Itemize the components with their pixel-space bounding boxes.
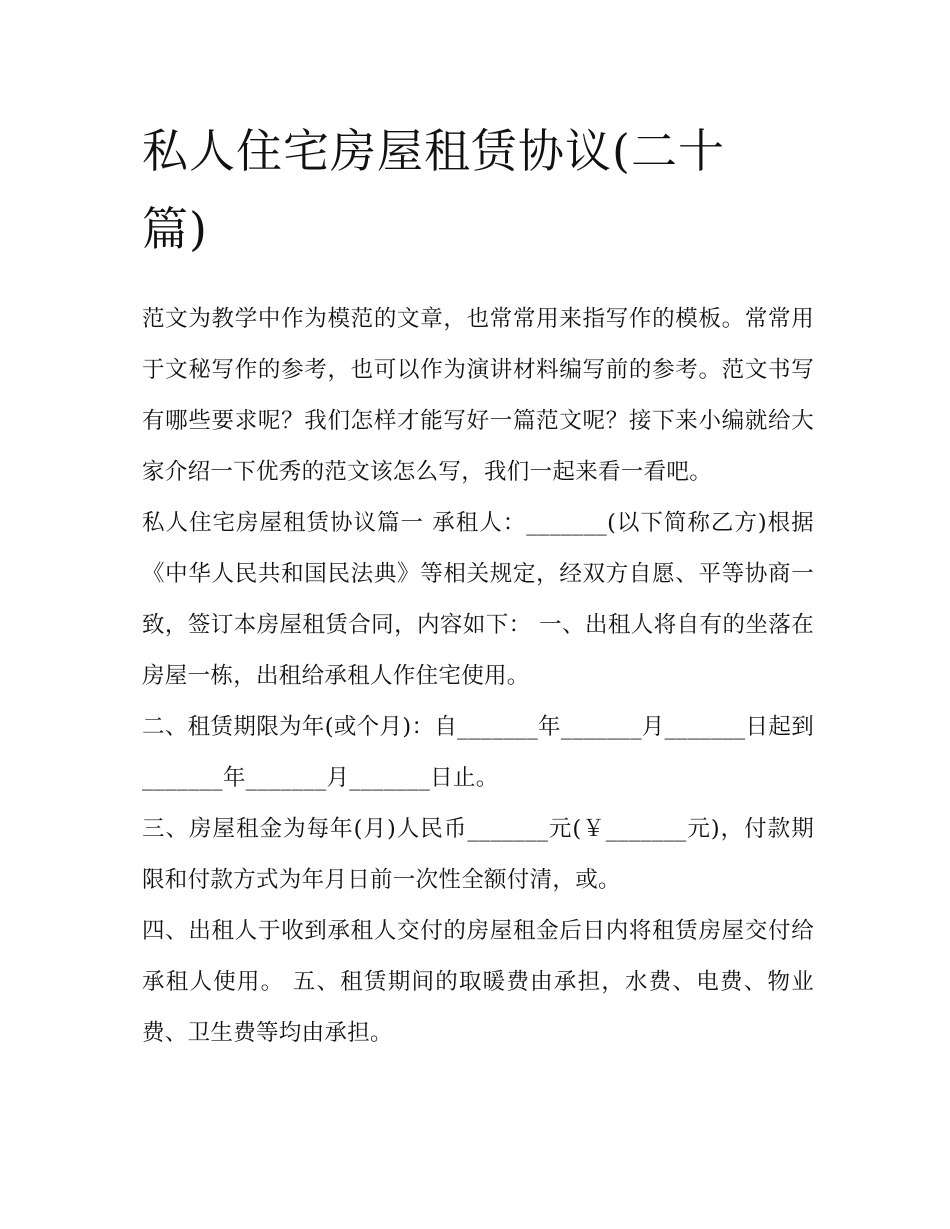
paragraph-clause-2: 二、租赁期限为年(或个月)：自_______年_______月_______日起到_______年_______月_______日止。 [142, 714, 814, 791]
paragraph-intro: 范文为教学中作为模范的文章，也常常用来指写作的模板。常常用于文秘写作的参考，也可以作为演讲材料编写前的参考。范文书写有哪些要求呢？我们怎样才能写好一篇范文呢？接下来小编就给大家介绍一下优秀的范文该怎么写，我们一起来看一看吧。 [142, 306, 814, 485]
paragraph-clause-4: 四、出租人于收到承租人交付的房屋租金后日内将租赁房屋交付给承租人使用。 五、租赁期间的取暖费由承担，水费、电费、物业费、卫生费等均由承担。 [142, 918, 814, 1046]
document-title: 私人住宅房屋租赁协议(二十篇) [142, 124, 725, 256]
document-page [142, 112, 814, 1059]
paragraph-clause-1: 私人住宅房屋租赁协议篇一 承租人：_______(以下简称乙方)根据《中华人民共和国民法典》等相关规定，经双方自愿、平等协商一致，签订本房屋租赁合同，内容如下： 一、出租人将自有的坐落在房屋一栋，出租给承租人作住宅使用。 [142, 510, 814, 689]
paragraph-clause-3: 三、房屋租金为每年(月)人民币_______元(￥_______元)，付款期限和付款方式为年月日前一次性全额付清，或。 [142, 816, 814, 893]
